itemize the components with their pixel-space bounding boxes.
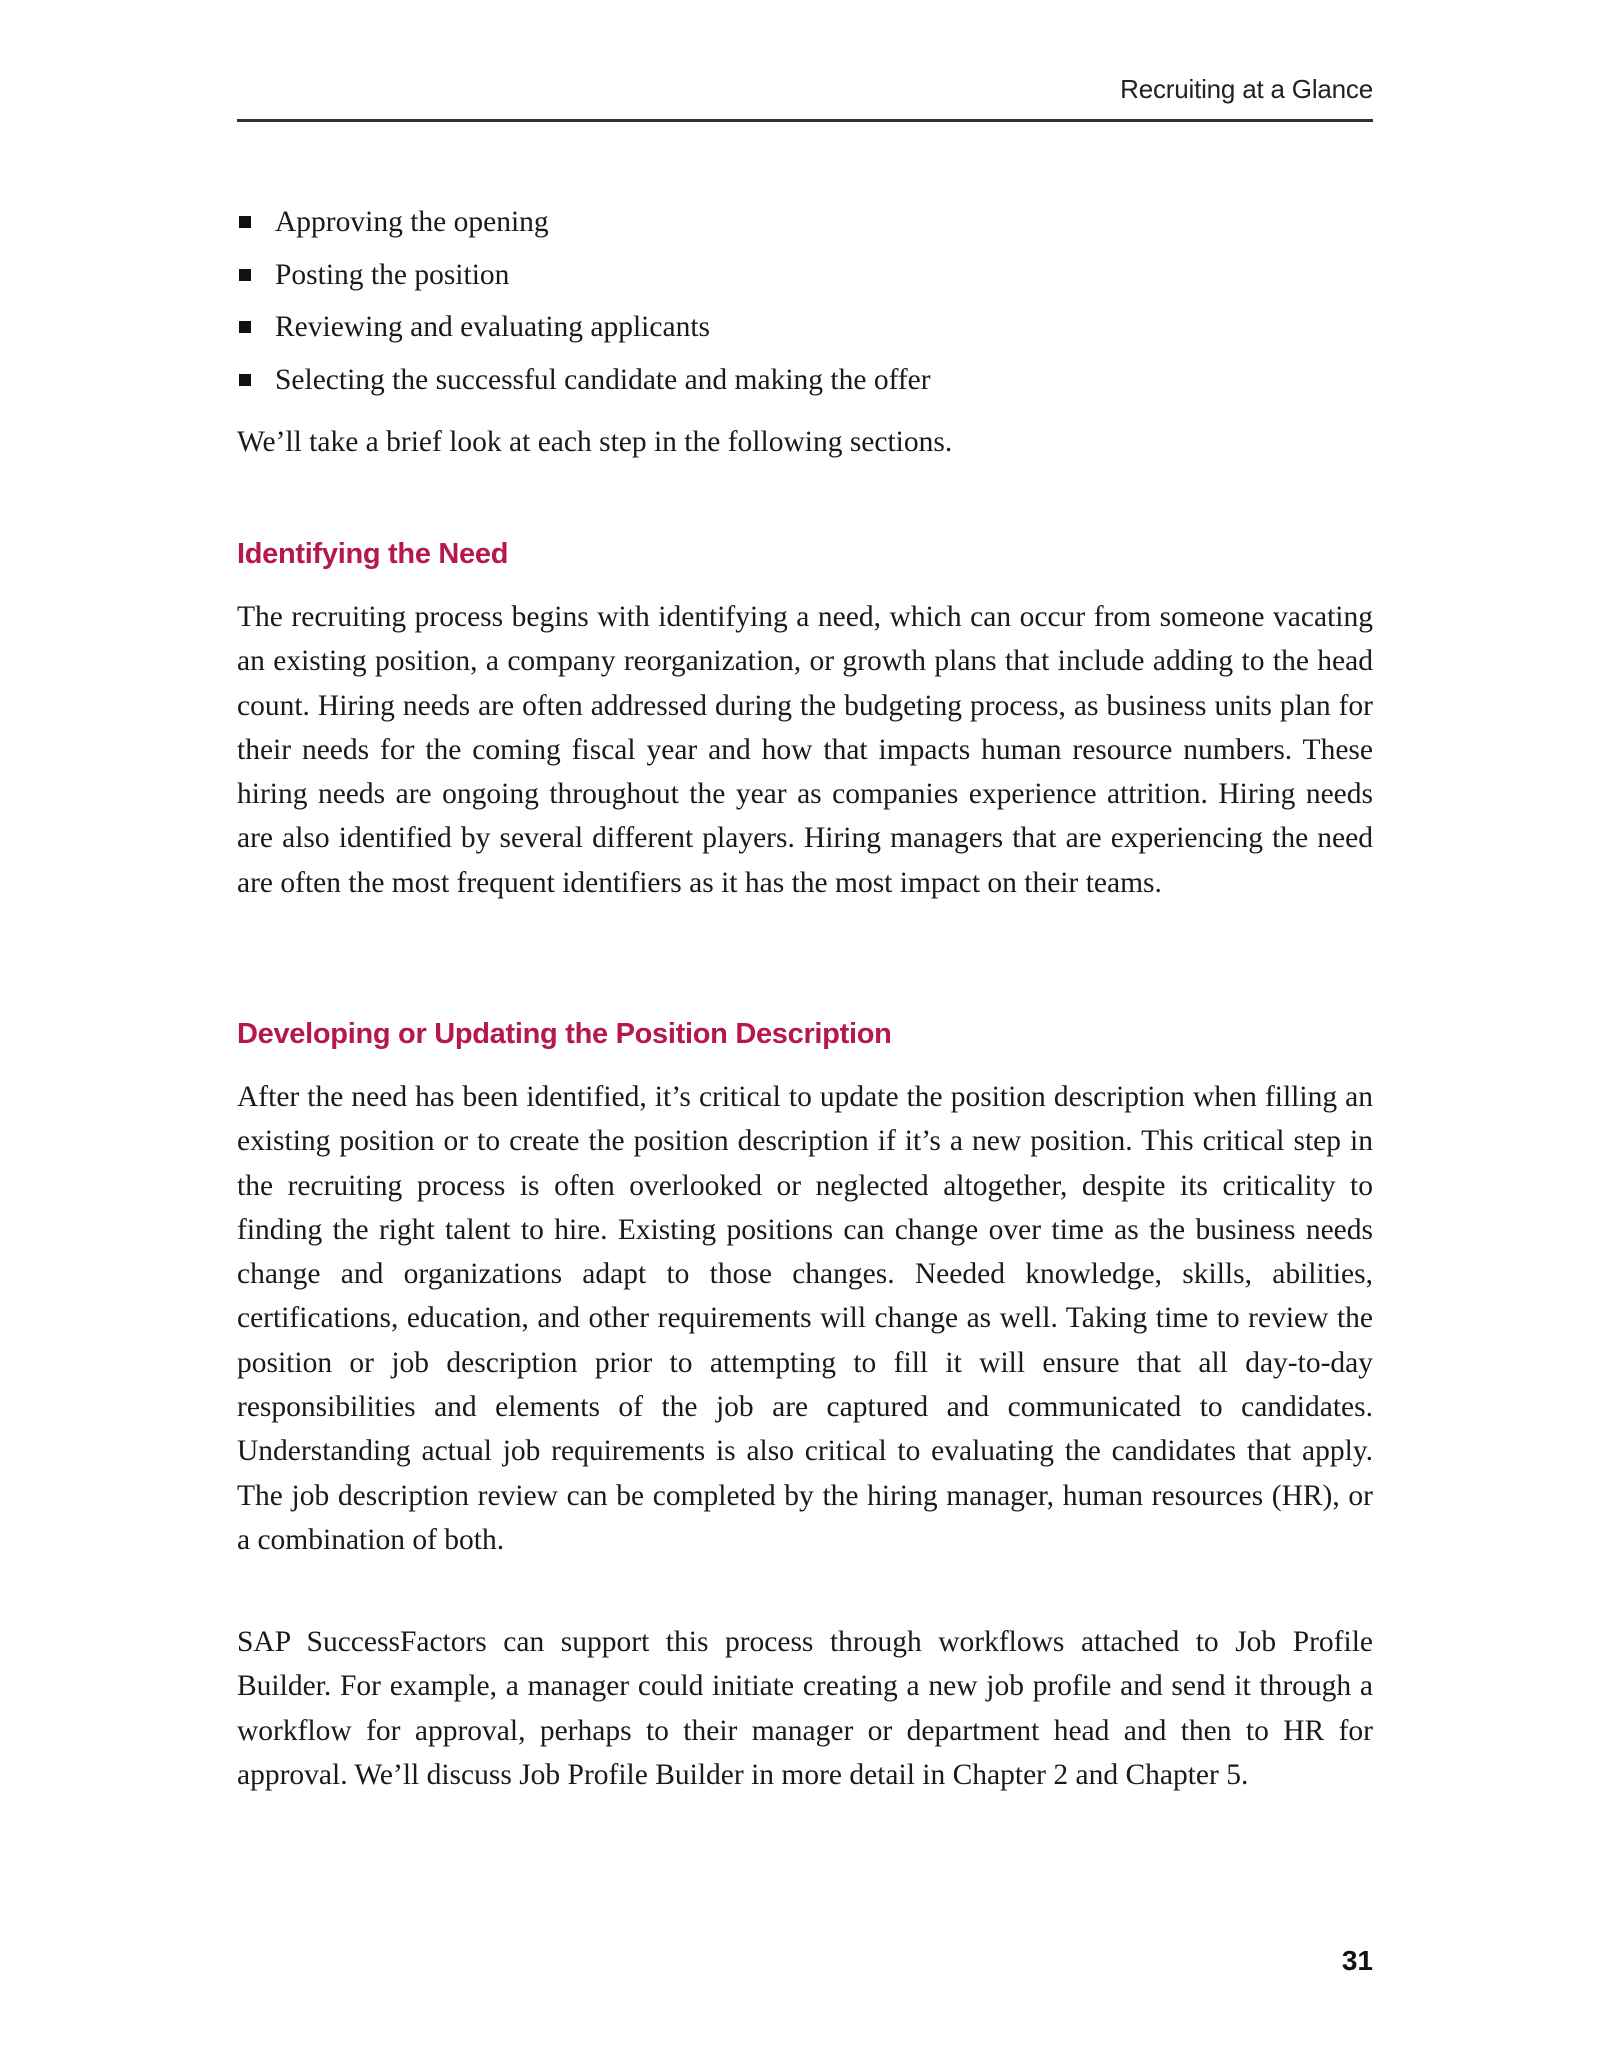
section-heading-position-description: Developing or Updating the Position Description bbox=[237, 1018, 892, 1050]
list-item: Reviewing and evaluating applicants bbox=[237, 301, 931, 354]
paragraph-position-description: After the need has been identified, it’s critical to update the position description when filling an existing position or to create the position description if it’s a new position. This critical step in the recruiting process is often overlooked or neglected altogether, despite its criticality to finding the right talent to hire. Existing positions can change over time as the business needs change and organizations adapt to those changes. Needed knowledge, skills, abilities, certifications, education, and other requirements will change as well. Taking time to review the position or job description prior to attempting to fill it will ensure that all day-to-day responsibilities and elements of the job are captured and communicated to candidates. Understanding actual job requirements is also critical to evaluating the candidates that apply. The job description review can be completed by the hiring manager, human resources (HR), or a combination of both. bbox=[237, 1081, 1373, 1556]
header-rule bbox=[237, 119, 1373, 122]
paragraph-identifying-need: The recruiting process begins with identifying a need, which can occur from someone vacating an existing position, a company reorganization, or growth plans that include adding to the head count. Hiring needs are often addressed during the budgeting process, as business units plan for their needs for the coming fiscal year and how that impacts human resource numbers. These hiring needs are ongoing throughout the year as companies experience attrition. Hiring needs are also identified by several different players. Hiring managers that are experiencing the need are often the most frequent identifiers as it has the most impact on their teams. bbox=[237, 601, 1373, 899]
page-number: 31 bbox=[1341, 1945, 1373, 1976]
square-bullet-icon bbox=[239, 374, 251, 386]
square-bullet-icon bbox=[239, 216, 251, 228]
intro-paragraph: We’ll take a brief look at each step in the following sections. bbox=[237, 426, 953, 458]
list-item: Posting the position bbox=[237, 249, 931, 302]
paragraph-successfactors: SAP SuccessFactors can support this process through workflows attached to Job Profile Builder. For example, a manager could initiate creating a new job profile and send it through a workflow for approval, perhaps to their manager or department head and then to HR for approval. We’ll discuss Job Profile Builder in more detail in Chapter 2 and Chapter 5. bbox=[237, 1626, 1373, 1791]
list-item: Approving the opening bbox=[237, 196, 931, 249]
running-header: Recruiting at a Glance bbox=[1120, 74, 1373, 104]
bullet-list bbox=[237, 196, 931, 406]
section-heading-identifying-need: Identifying the Need bbox=[237, 538, 509, 570]
list-item: Selecting the successful candidate and making the offer bbox=[237, 354, 931, 407]
square-bullet-icon bbox=[239, 269, 251, 281]
square-bullet-icon bbox=[239, 321, 251, 333]
